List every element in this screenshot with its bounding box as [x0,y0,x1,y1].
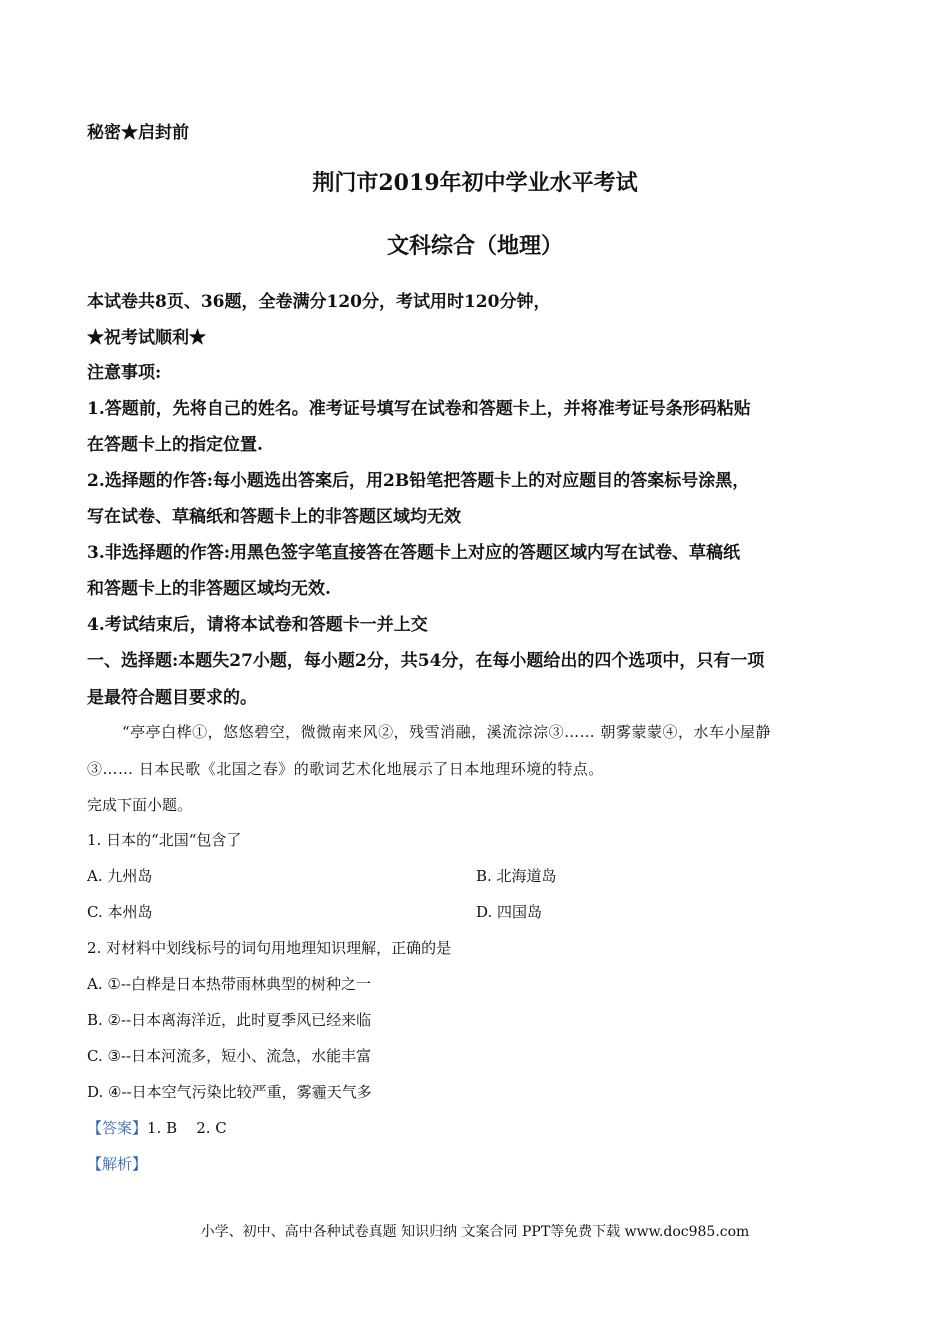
answer-value: 1. B 2. C [147,1119,227,1137]
note-line: 写在试卷、草稿纸和答题卡上的非答题区域均无效 [87,507,461,527]
note-line: 3.非选择题的作答:用黑色签字笔直接答在答题卡上对应的答题区域内写在试卷、草稿纸 [87,543,741,563]
secret-label: 秘密★启封前 [87,123,189,143]
page-footer: 小学、初中、高中各种试卷真题 知识归纳 文案合同 PPT等免费下载 www.doc985.com [200,1224,750,1240]
question-stem: 2. 对材料中划线标号的词句用地理知识理解，正确的是 [87,939,452,957]
option-b: B. ②--日本离海洋近，此时夏季风已经来临 [87,1011,372,1029]
analysis-tag: 【解析】 [87,1155,148,1173]
option-c: C. ③--日本河流多，短小、流急，水能丰富 [87,1047,372,1065]
note-line: 4.考试结束后，请将本试卷和答题卡一并上交 [87,615,428,635]
option-d: D. 四国岛 [476,903,543,921]
option-a: A. 九州岛 [87,867,153,885]
note-line: 在答题卡上的指定位置. [87,435,263,455]
notes-heading: 注意事项: [87,363,162,383]
note-line: 和答题卡上的非答题区域均无效. [87,579,331,599]
option-b: B. 北海道岛 [476,867,557,885]
exam-summary: 本试卷共8页、36题，全卷满分120分，考试用时120分钟， [87,292,551,312]
good-luck-line: ★祝考试顺利★ [87,328,206,348]
note-line: 1.答题前，先将自己的姓名。准考证号填写在试卷和答题卡上，并将准考证号条形码粘贴 [87,399,751,419]
answer-line [87,1117,227,1138]
answer-tag: 【答案】 [87,1119,148,1137]
option-d: D. ④--日本空气污染比较严重，雾霾天气多 [87,1083,372,1101]
exam-subtitle: 文科综合（地理） [386,233,563,259]
analysis-line [87,1153,147,1174]
option-c: C. 本州岛 [87,903,153,921]
section-heading: 一、选择题:本题失27小题，每小题2分，共54分，在每小题给出的四个选项中，只有一项 [87,651,765,671]
material-text-cont: ③…… 日本民歌《北国之春》的歌词艺术化地展示了日本地理环境的特点。 [87,760,604,778]
material-prompt: 完成下面小题。 [87,796,193,814]
material-text: “亭亭白桦①，悠悠碧空，微微南来风②，残雪消融，溪流淙淙③…… 朝雾蒙蒙④，水车小屋静 [122,723,771,741]
section-heading-cont: 是最符合题目要求的。 [87,688,257,708]
note-line: 2.选择题的作答:每小题选出答案后，用2B铅笔把答题卡上的对应题目的答案标号涂黑， [87,471,750,491]
option-a: A. ①--白桦是日本热带雨林典型的树种之一 [87,975,371,993]
exam-title: 荆门市2019年初中学业水平考试 [312,170,638,196]
question-stem: 1. 日本的“北国“包含了 [87,831,242,849]
